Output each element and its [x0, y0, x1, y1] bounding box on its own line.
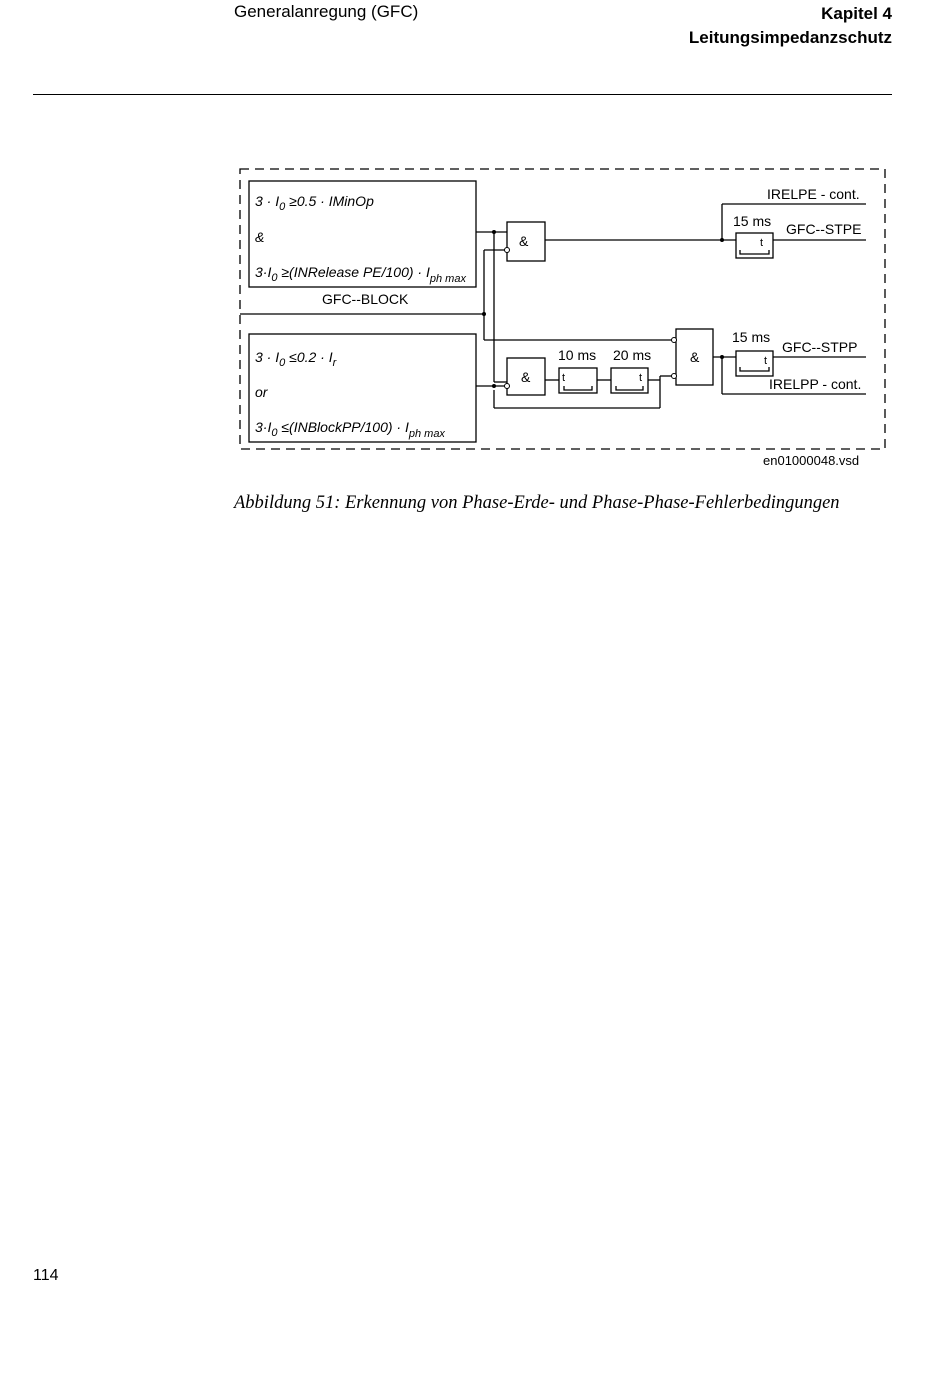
- and-gate-right-label: &: [690, 349, 700, 365]
- timer-pp: [736, 351, 773, 376]
- junction-dot: [720, 355, 724, 359]
- signal-irelpe: IRELPE - cont.: [767, 186, 860, 202]
- function-frame: [240, 169, 885, 449]
- block-signal-label: GFC--BLOCK: [322, 291, 409, 307]
- timer-pe-symbol: t: [760, 237, 764, 249]
- page-number: 114: [33, 1267, 59, 1284]
- timer-pe-delay: 15 ms: [733, 213, 772, 229]
- pe-condition-line-1: $3 \cdot I_0 \ge 0.5$ · IMinOp: [255, 193, 374, 213]
- inverter-bubble: [505, 384, 510, 389]
- chapter-number: Kapitel 4: [821, 4, 892, 23]
- timer-10ms-delay: 10 ms: [558, 347, 597, 363]
- figure-caption: Abbildung 51: Erkennung von Phase-Erde- und Phase-Phase-Fehlerbedingungen: [234, 493, 840, 513]
- junction-dot: [482, 312, 486, 316]
- pp-condition-line-3: $3\cdot I_0$ ≤(INBlockPP/100) · $I_{ph max}$: [255, 419, 445, 440]
- logic-diagram: [0, 0, 950, 480]
- signal-stpe: GFC--STPE: [786, 221, 862, 237]
- inverter-bubble: [505, 248, 510, 253]
- timer-10ms-symbol: t: [562, 372, 566, 384]
- timer-pp-delay: 15 ms: [732, 329, 771, 345]
- timer-20ms-delay: 20 ms: [613, 347, 652, 363]
- file-reference: en01000048.vsd: [763, 453, 860, 468]
- timer-20ms-symbol: t: [639, 372, 643, 384]
- junction-dot: [492, 230, 496, 234]
- chapter-title: Leitungsimpedanzschutz: [688, 28, 892, 47]
- timer-pp-symbol: t: [764, 355, 768, 367]
- signal-irelpp: IRELPP - cont.: [769, 376, 862, 392]
- timer-20ms-pulse: [616, 386, 643, 390]
- timer-pe-pulse: [740, 250, 769, 254]
- pe-condition-and: &: [255, 229, 265, 245]
- timer-pp-pulse: [740, 367, 769, 371]
- and-gate-middle-label: &: [521, 369, 531, 385]
- pp-condition-line-1: $3 \cdot I_0 \le 0.2 \cdot I_r$: [255, 349, 337, 369]
- signal-stpp: GFC--STPP: [782, 339, 858, 355]
- and-gate-top-label: &: [519, 233, 529, 249]
- pp-condition-or: or: [255, 384, 268, 400]
- pe-condition-line-3: $3\cdot I_0$ ≥(INRelease $PE/100) \cdot I_{ph max}$: [255, 264, 466, 285]
- junction-dot: [720, 238, 724, 242]
- timer-10ms-pulse: [564, 386, 592, 390]
- section-title: Generalanregung (GFC): [234, 2, 419, 21]
- junction-dot: [492, 384, 496, 388]
- inverter-bubble: [672, 338, 677, 343]
- inverter-bubble: [672, 374, 677, 379]
